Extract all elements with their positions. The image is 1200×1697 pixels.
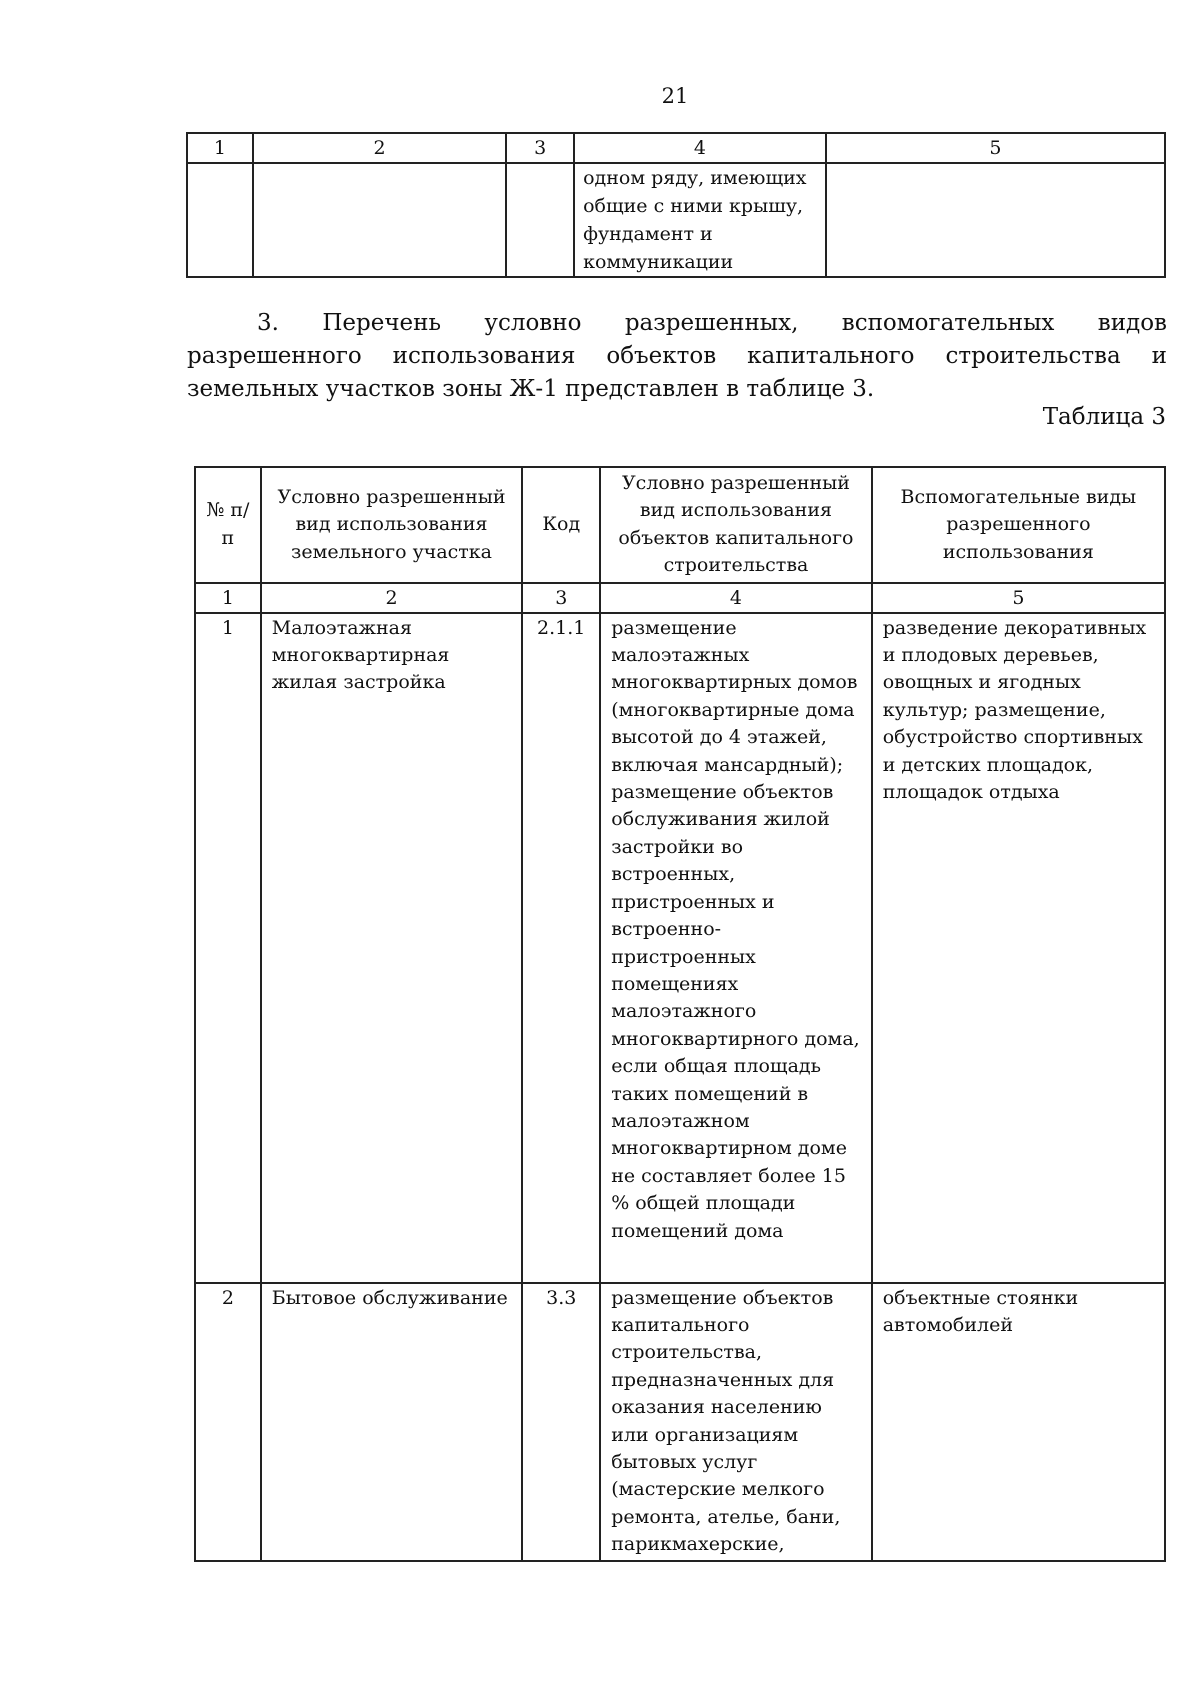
column-number: 3 xyxy=(522,583,600,613)
column-number: 1 xyxy=(195,583,261,613)
auxiliary-use-cell: объектные стоянки автомобилей xyxy=(872,1283,1165,1561)
column-number: 3 xyxy=(506,133,574,163)
header-cell: Условно разрешенный вид использования земельного участка xyxy=(261,467,523,583)
column-number: 4 xyxy=(600,583,872,613)
column-number: 2 xyxy=(253,133,506,163)
column-number-row xyxy=(187,133,1165,163)
building-use-cell: размещение малоэтажных многоквартирных домов (многоквартирные дома высотой до 4 этажей, включая мансардный); размещение объектов обслуживания жилой застройки во встроенных, пристроенных и встроенно-пристроенных помещениях малоэтажного многоквартирного дома, если общая площадь таких помещений в малоэтажном многоквартирном доме не составляет более 15 % общей площади помещений дома xyxy=(600,613,872,1283)
header-cell: Код xyxy=(522,467,600,583)
column-number: 2 xyxy=(261,583,523,613)
code-cell: 3.3 xyxy=(522,1283,600,1561)
header-cell: № п/п xyxy=(195,467,261,583)
column-number: 5 xyxy=(872,583,1165,613)
table-row xyxy=(187,163,1165,277)
table-cell xyxy=(187,163,253,277)
table-cell xyxy=(826,163,1165,277)
page-number: 21 xyxy=(661,84,689,108)
table-row xyxy=(195,1283,1165,1561)
row-number: 1 xyxy=(195,613,261,1283)
land-use-table xyxy=(194,466,1166,1562)
continuation-table xyxy=(186,132,1166,278)
table-label: Таблица 3 xyxy=(1042,404,1166,430)
column-number: 5 xyxy=(826,133,1165,163)
land-use-cell: Бытовое обслуживание xyxy=(261,1283,523,1561)
table-row xyxy=(195,613,1165,1283)
row-number: 2 xyxy=(195,1283,261,1561)
table-cell xyxy=(506,163,574,277)
column-number: 1 xyxy=(187,133,253,163)
building-use-cell: размещение объектов капитального строительства, предназначенных для оказания населению или организациям бытовых услуг (мастерские мелкого ремонта, ателье, бани, парикмахерские, xyxy=(600,1283,872,1561)
table-cell: одном ряду, имеющих общие с ними крышу, фундамент и коммуникации xyxy=(574,163,826,277)
header-cell: Условно разрешенный вид использования объектов капитального строительства xyxy=(600,467,872,583)
column-number-row xyxy=(195,583,1165,613)
code-cell: 2.1.1 xyxy=(522,613,600,1283)
section-paragraph: 3. Перечень условно разрешенных, вспомогательных видов разрешенного использования объектов капитального строительства и земельных участков зоны Ж-1 представлен в таблице 3. xyxy=(187,310,1167,402)
column-number: 4 xyxy=(574,133,826,163)
header-cell: Вспомогательные виды разрешенного использования xyxy=(872,467,1165,583)
land-use-cell: Малоэтажная многоквартирная жилая застройка xyxy=(261,613,523,1283)
header-row xyxy=(195,467,1165,583)
auxiliary-use-cell: разведение декоративных и плодовых деревьев, овощных и ягодных культур; размещение, обустройство спортивных и детских площадок, площадок отдыха xyxy=(872,613,1165,1283)
table-cell xyxy=(253,163,506,277)
